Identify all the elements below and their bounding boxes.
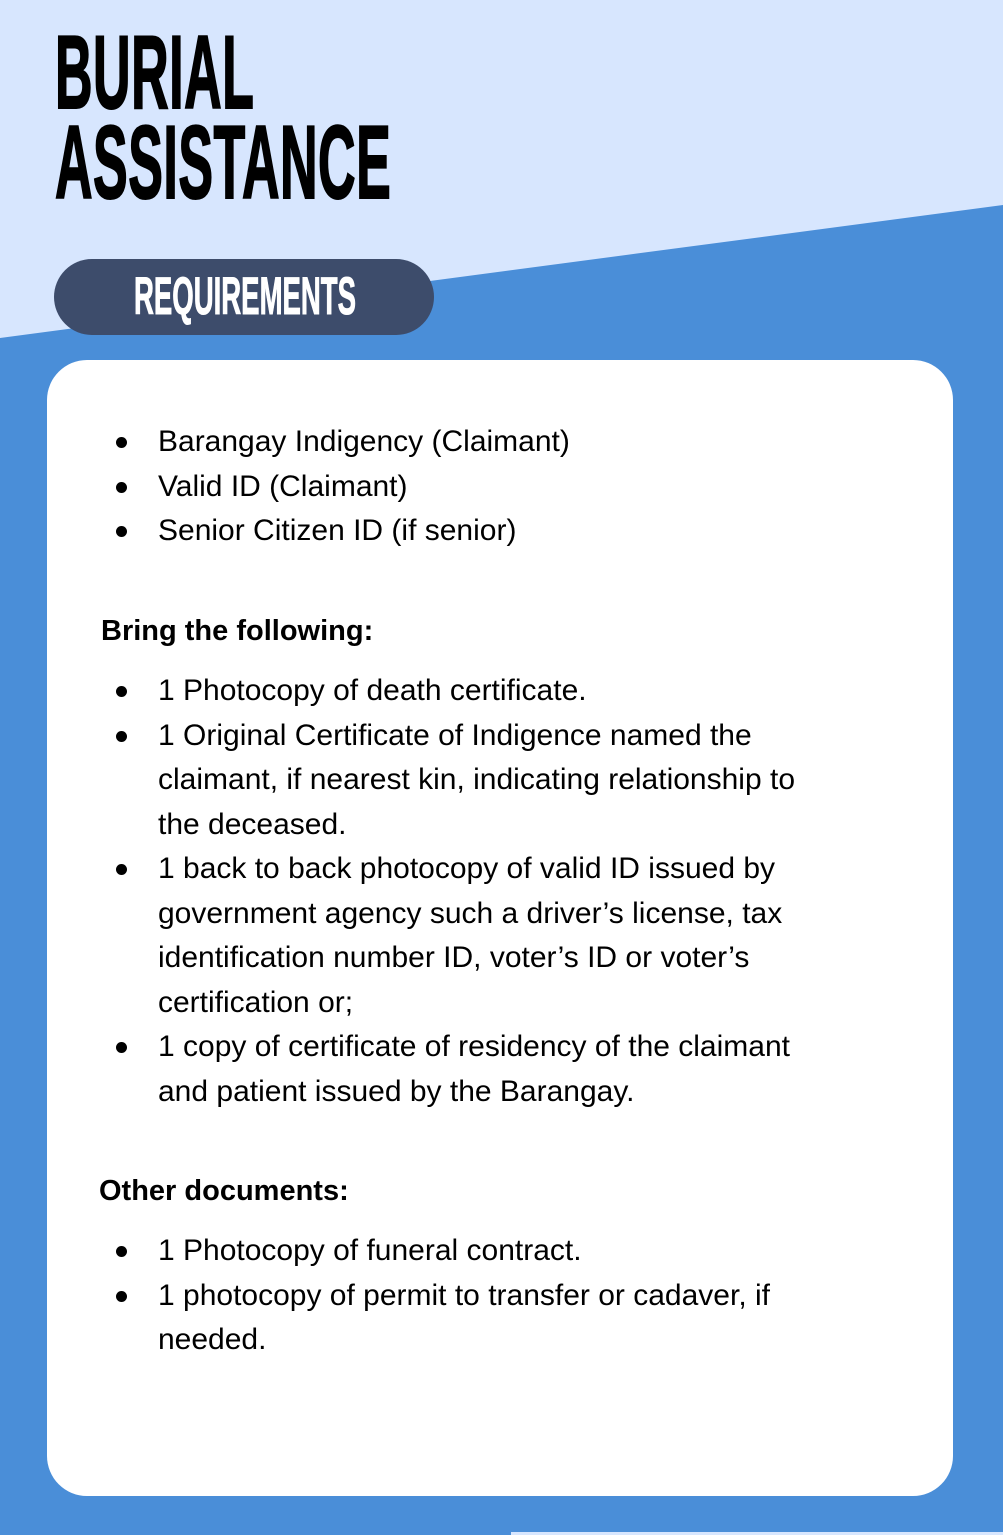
bullet-icon	[116, 731, 127, 742]
bullet-icon	[116, 437, 127, 448]
list-item-text: and patient issued by the Barangay.	[158, 1074, 635, 1108]
page-title	[55, 15, 392, 221]
list-item-text: claimant, if nearest kin, indicating relationship to	[158, 763, 796, 796]
bullet-icon	[116, 1042, 127, 1053]
list-item	[47, 847, 953, 1025]
requirements-card	[47, 360, 953, 1496]
bullet-icon	[116, 864, 127, 875]
other-documents-list	[47, 1229, 953, 1363]
bring-following-heading: Bring the following:	[101, 615, 374, 647]
bullet-icon	[116, 482, 127, 493]
list-item	[47, 1025, 953, 1114]
requirements-badge-label: REQUIREMENTS	[134, 267, 357, 326]
title-line-2: ASSISTANCE	[55, 105, 392, 221]
list-item	[47, 420, 953, 465]
list-item	[47, 669, 953, 714]
requirements-list	[47, 420, 953, 554]
bullet-icon	[116, 1246, 127, 1257]
list-item-text: 1 Photocopy of funeral contract.	[158, 1234, 582, 1267]
list-item-text: identification number ID, voter’s ID or voter’s	[158, 941, 750, 974]
list-item-text: 1 back to back photocopy of valid ID issued by	[158, 852, 776, 885]
list-item-text: the deceased.	[158, 807, 347, 841]
list-item-text: 1 Photocopy of death certificate.	[158, 674, 587, 707]
list-item	[47, 1229, 953, 1274]
list-item-text: needed.	[158, 1323, 267, 1356]
list-item-text: Senior Citizen ID (if senior)	[158, 514, 517, 547]
list-item	[47, 509, 953, 554]
bullet-icon	[116, 686, 127, 697]
list-item-text: 1 photocopy of permit to transfer or cadaver, if	[158, 1278, 770, 1312]
list-item-text: 1 copy of certificate of residency of the claimant	[158, 1030, 790, 1063]
list-item-text: government agency such a driver’s license, tax	[158, 896, 783, 930]
bullet-icon	[116, 1291, 127, 1302]
list-item-text: certification or;	[158, 985, 354, 1019]
bullet-icon	[116, 526, 127, 537]
list-item-text: Valid ID (Claimant)	[158, 469, 408, 503]
list-item-text: 1 Original Certificate of Indigence named the	[158, 718, 752, 752]
list-item-text: Barangay Indigency (Claimant)	[158, 425, 570, 458]
other-documents-heading: Other documents:	[99, 1175, 349, 1207]
list-item	[47, 1274, 953, 1363]
bring-following-list	[47, 669, 953, 1114]
title-line-1: BURIAL	[55, 15, 255, 131]
list-item	[47, 714, 953, 848]
list-item	[47, 465, 953, 510]
